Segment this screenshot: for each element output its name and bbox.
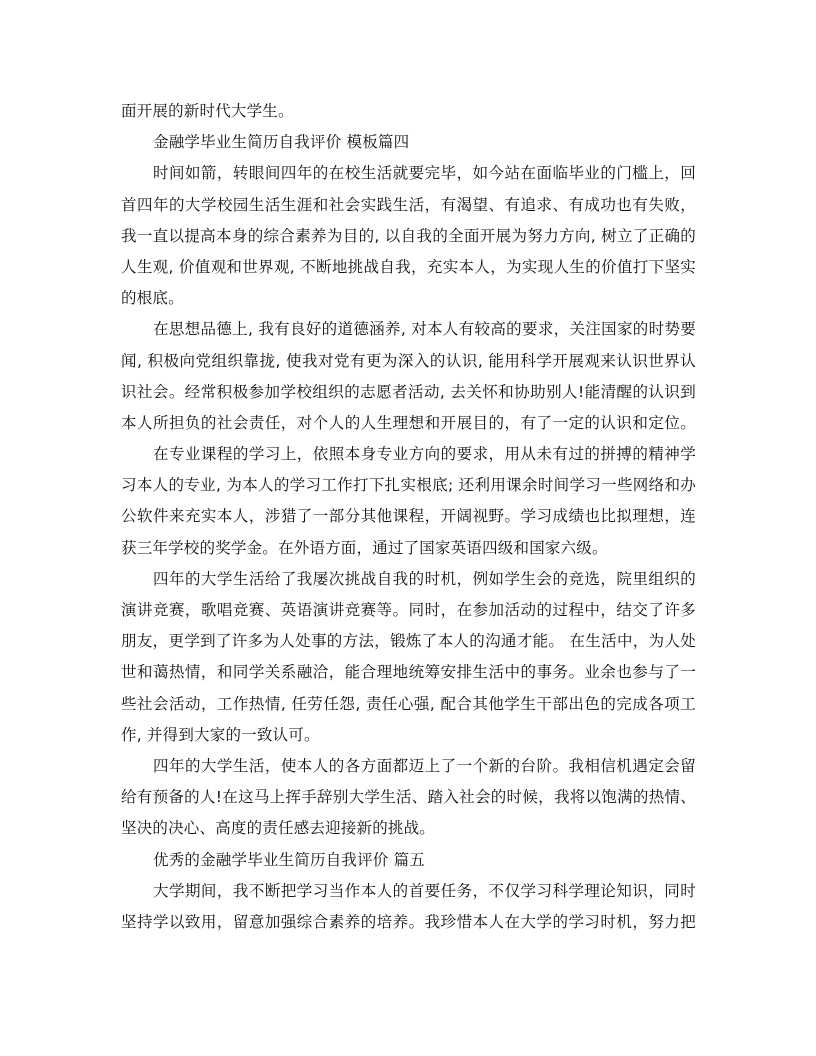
text-line: 获三年学校的奖学金。在外语方面，通过了国家英语四级和国家六级。 <box>121 538 608 557</box>
text-line: 优秀的金融学毕业生简历自我评价 篇五 <box>153 850 426 869</box>
text-line: 坚持学以致用，留意加强综合素养的培养。我珍惜本人在大学的学习时机，努力把 <box>121 912 696 931</box>
text-line: 首四年的大学校园生活生涯和社会实践生活，有渴望、有追求、有成功也有失败， <box>121 195 696 214</box>
text-line: 闻, 积极向党组织靠拢, 使我对党有更为深入的认识, 能用科学开展观来认识世界认 <box>121 351 696 370</box>
text-line: 我一直以提高本身的综合素养为目的, 以自我的全面开展为努力方向, 树立了正确的 <box>121 226 696 245</box>
text-line: 些社会活动，工作热情, 任劳任怨, 责任心强, 配合其他学生干部出色的完成各项工 <box>121 694 696 713</box>
text-line: 朋友，更学到了许多为人处事的方法，锻炼了本人的沟通才能。 在生活中，为人处 <box>121 632 696 651</box>
text-line: 金融学毕业生简历自我评价 模板篇四 <box>153 133 410 152</box>
text-line: 的根底。 <box>121 289 184 308</box>
text-line: 给有预备的人!在这马上挥手辞别大学生活、踏入社会的时候，我将以饱满的热情、 <box>121 788 696 807</box>
document-body <box>121 96 696 938</box>
text-line: 坚决的决心、高度的责任感去迎接新的挑战。 <box>121 819 436 838</box>
text-line: 面开展的新时代大学生。 <box>121 102 294 120</box>
text-line: 作, 并得到大家的一致认可。 <box>121 725 320 744</box>
text-line: 本人所担负的社会责任，对个人的人生理想和开展目的，有了一定的认识和定位。 <box>121 413 696 432</box>
text-line: 大学期间，我不断把学习当作本人的首要任务，不仅学习科学理论知识，同时 <box>153 881 696 900</box>
text-line: 识社会。经常积极参加学校组织的志愿者活动, 去关怀和协助别人!能清醒的认识到 <box>121 382 696 401</box>
text-line: 时间如箭，转眼间四年的在校生活就要完毕，如今站在面临毕业的门槛上，回 <box>153 164 696 183</box>
text-line: 世和蔼热情，和同学关系融洽，能合理地统筹安排生活中的事务。业余也参与了一 <box>121 663 696 682</box>
text-line: 人生观, 价值观和世界观, 不断地挑战自我，充实本人，为实现人生的价值打下坚实 <box>121 257 696 276</box>
text-line: 在专业课程的学习上，依照本身专业方向的要求，用从未有过的拼搏的精神学 <box>153 445 696 464</box>
text-line: 公软件来充实本人，涉猎了一部分其他课程，开阔视野。学习成绩也比拟理想，连 <box>121 507 696 526</box>
text-line: 演讲竞赛，歌唱竞赛、英语演讲竞赛等。同时，在参加活动的过程中，结交了许多 <box>121 601 696 619</box>
text-line: 四年的大学生活，使本人的各方面都迈上了一个新的台阶。我相信机遇定会留 <box>153 756 696 775</box>
text-line: 习本人的专业, 为本人的学习工作打下扎实根底; 还利用课余时间学习一些网络和办 <box>121 476 696 495</box>
text-line: 四年的大学生活给了我屡次挑战自我的时机，例如学生会的竞选，院里组织的 <box>153 569 696 588</box>
text-line: 在思想品德上, 我有良好的道德涵养, 对本人有较高的要求，关注国家的时势要 <box>153 320 696 339</box>
